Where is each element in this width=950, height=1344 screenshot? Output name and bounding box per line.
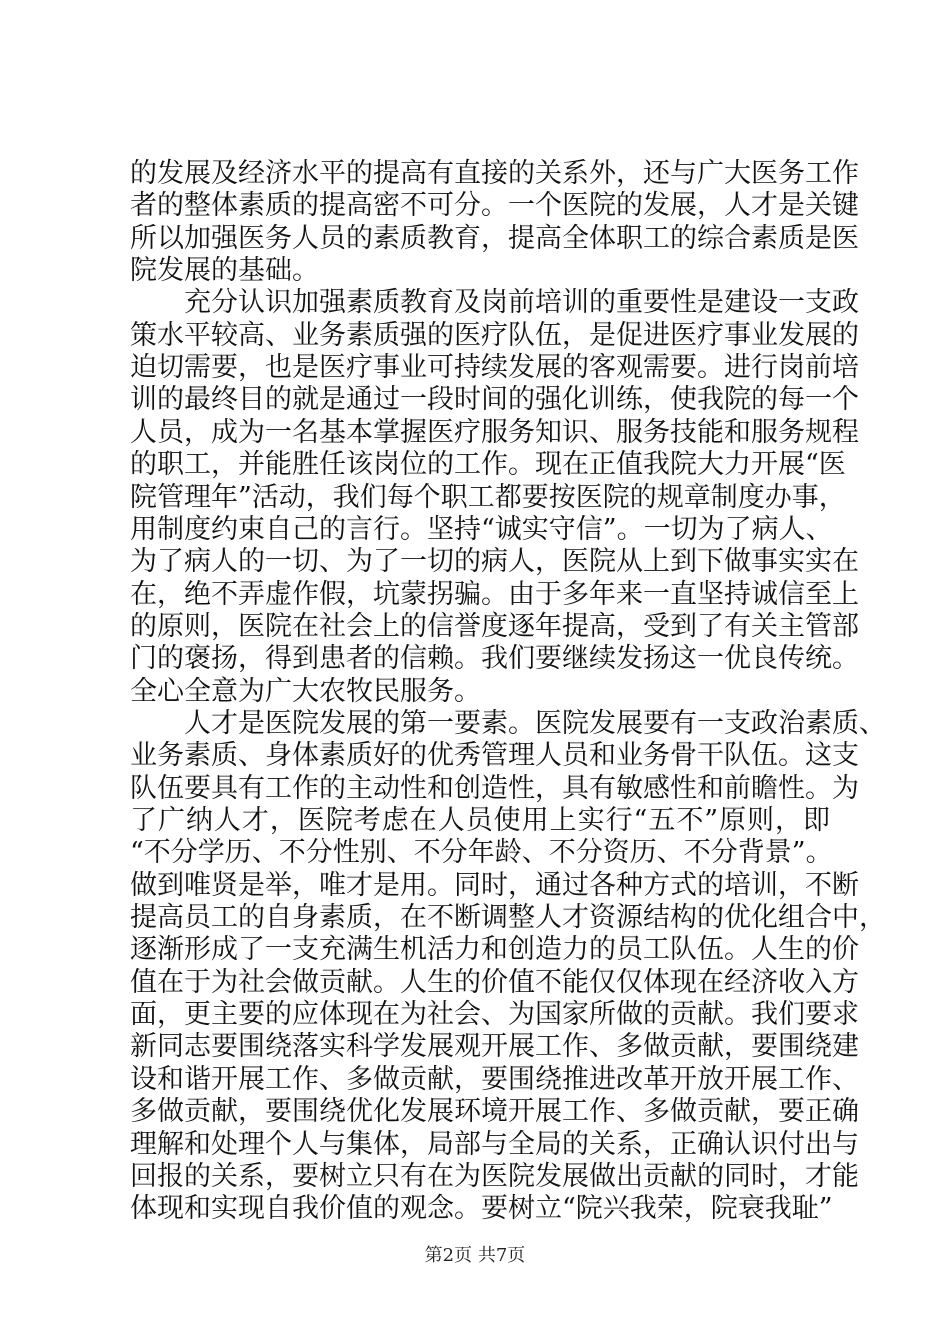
page-number-footer: 第2页 共7页 <box>424 1245 526 1266</box>
text-line: 在，绝不弄虚作假，坑蒙拐骗。由于多年来一直坚持诚信至上 <box>130 578 859 610</box>
text-line: 的发展及经济水平的提高有直接的关系外，还与广大医务工作 <box>130 158 859 189</box>
paragraph-first-line: 人才是医院发展的第一要素。医院发展要有一支政治素质、 <box>184 707 886 739</box>
text-line: 业务素质、身体素质好的优秀管理人员和业务骨干队伍。这支 <box>130 740 859 772</box>
text-line: 新同志要围绕落实科学发展观开展工作、多做贡献，要围绕建 <box>130 1031 859 1063</box>
text-line: 所以加强医务人员的素质教育，提高全体职工的综合素质是医 <box>130 222 859 254</box>
text-line: 院发展的基础。 <box>130 255 319 287</box>
text-line: 回报的关系，要树立只有在为医院发展做出贡献的同时，才能 <box>130 1160 859 1192</box>
text-line: 策水平较高、业务素质强的医疗队伍，是促进医疗事业发展的 <box>130 319 859 351</box>
text-line: 用制度约束自己的言行。坚持“诚实守信”。一切为了病人、 <box>130 513 833 545</box>
text-line: 面，更主要的应体现在为社会、为国家所做的贡献。我们要求 <box>130 999 859 1031</box>
text-line: 值在于为社会做贡献。人生的价值不能仅仅体现在经济收入方 <box>130 966 859 998</box>
text-line: 迫切需要，也是医疗事业可持续发展的客观需要。进行岗前培 <box>130 352 859 384</box>
text-line: 做到唯贤是举，唯才是用。同时，通过各种方式的培训，不断 <box>130 869 859 901</box>
paragraph-first-line: 充分认识加强素质教育及岗前培训的重要性是建设一支政 <box>184 287 859 319</box>
text-line: 多做贡献，要围绕优化发展环境开展工作、多做贡献，要正确 <box>130 1096 859 1128</box>
text-line: 提高员工的自身素质，在不断调整人才资源结构的优化组合中， <box>130 902 886 934</box>
text-line: 的职工，并能胜任该岗位的工作。现在正值我院大力开展“医 <box>130 449 846 481</box>
text-line: 人员，成为一名基本掌握医疗服务知识、服务技能和服务规程 <box>130 416 859 448</box>
text-line: 体现和实现自我价值的观念。要树立“院兴我荣，院衰我耻” <box>130 1193 833 1225</box>
text-line: 者的整体素质的提高密不可分。一个医院的发展，人才是关键 <box>130 190 859 222</box>
text-line: 训的最终目的就是通过一段时间的强化训练，使我院的每一个 <box>130 384 859 416</box>
text-line: 逐渐形成了一支充满生机活力和创造力的员工队伍。人生的价 <box>130 934 859 966</box>
text-line: “不分学历、不分性别、不分年龄、不分资历、不分背景”。 <box>130 837 833 869</box>
text-line: 了广纳人才，医院考虑在人员使用上实行“五不”原则，即 <box>130 805 830 836</box>
text-line: 院管理年”活动，我们每个职工都要按医院的规章制度办事， <box>130 481 846 513</box>
text-line: 设和谐开展工作、多做贡献，要围绕推进改革开放开展工作、 <box>130 1063 859 1095</box>
text-line: 队伍要具有工作的主动性和创造性，具有敏感性和前瞻性。为 <box>130 772 859 804</box>
text-line: 理解和处理个人与集体，局部与全局的关系，正确认识付出与 <box>130 1128 859 1160</box>
text-line: 的原则，医院在社会上的信誉度逐年提高，受到了有关主管部 <box>130 610 859 642</box>
text-line: 门的褒扬，得到患者的信赖。我们要继续发扬这一优良传统。 <box>130 643 859 675</box>
text-line: 为了病人的一切、为了一切的病人，医院从上到下做事实实在 <box>130 546 859 578</box>
text-line: 全心全意为广大农牧民服务。 <box>130 675 481 707</box>
